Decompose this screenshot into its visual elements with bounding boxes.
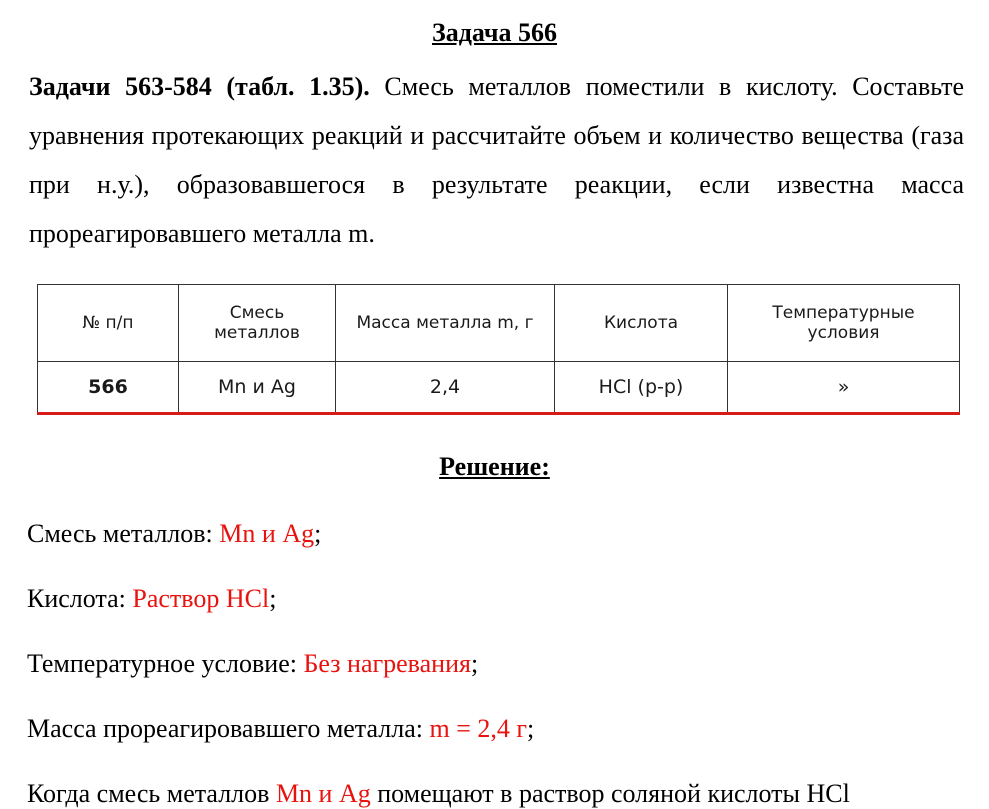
- given-mass: Масса прореагировавшего металла: m = 2,4 г;: [27, 714, 535, 743]
- header-acid: Кислота: [555, 285, 728, 362]
- task-range-label: Задачи 563-584 (табл. 1.35).: [29, 72, 370, 101]
- given-value: m = 2,4 г: [429, 714, 528, 743]
- given-value: Без нагревания: [303, 649, 471, 678]
- cell-acid: HCl (р-р): [555, 362, 728, 414]
- solution-heading: Решение:: [439, 452, 550, 481]
- given-temperature: Температурное условие: Без нагревания;: [27, 649, 479, 678]
- header-mixture: Смесь металлов: [179, 285, 336, 362]
- header-mass: Масса металла m, г: [336, 285, 555, 362]
- cell-mixture: Mn и Ag: [179, 362, 336, 414]
- given-value: Раствор HCl: [132, 584, 270, 613]
- cell-mass: 2,4: [336, 362, 555, 414]
- given-mixture: Смесь металлов: Mn и Ag;: [27, 519, 322, 548]
- task-table: [37, 284, 960, 415]
- header-temperature: Температурные условия: [728, 285, 960, 362]
- table-row: [38, 362, 960, 414]
- task-statement: [29, 62, 964, 258]
- cell-temperature: »: [728, 362, 960, 414]
- task-title: Задача 566: [432, 18, 557, 47]
- task-text: Смесь металлов поместили в кислоту. Составьте уравнения протекающих реакций и рассчитайте объем и количество вещества (газа при н.у.), образовавшегося в результате реакции, если известна масса прореагировавшего металла m.: [29, 72, 964, 248]
- given-acid: Кислота: Раствор HCl;: [27, 584, 277, 613]
- table-header-row: [38, 285, 960, 362]
- cell-number: 566: [38, 362, 179, 414]
- solution-text: Когда смесь металлов Mn и Ag помещают в раствор соляной кислоты HCl: [27, 779, 850, 808]
- header-number: № п/п: [38, 285, 179, 362]
- mixture-highlight: Mn и Ag: [275, 779, 371, 808]
- given-value: Mn и Ag: [219, 519, 315, 548]
